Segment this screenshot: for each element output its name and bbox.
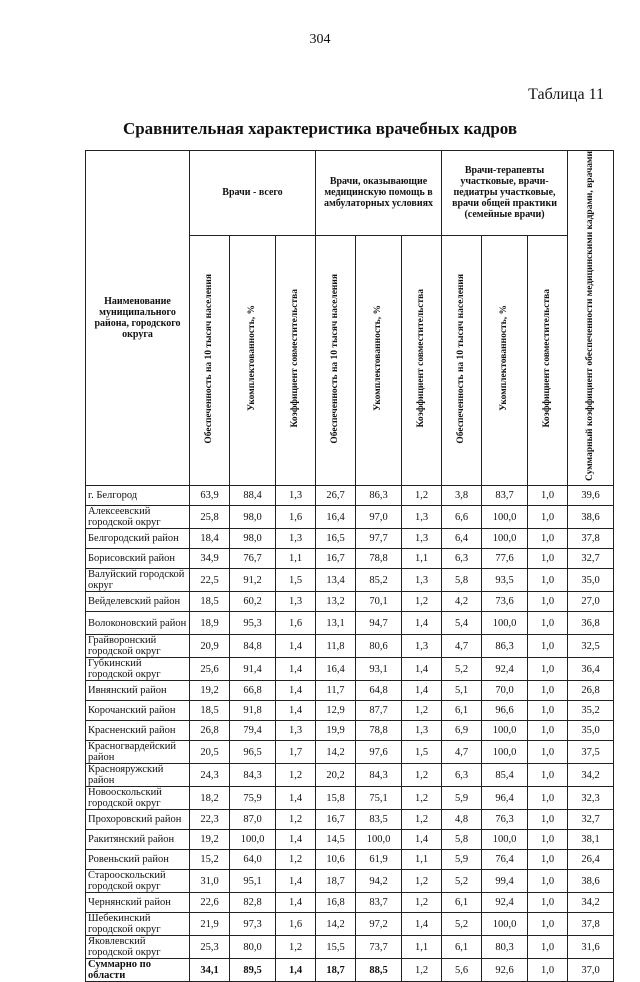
row-value: 1,3 — [276, 486, 316, 506]
row-value: 1,0 — [528, 701, 568, 721]
row-name: Ивнянский район — [86, 681, 190, 701]
row-value: 13,1 — [316, 612, 356, 635]
row-value: 1,3 — [402, 529, 442, 549]
row-value: 13,4 — [316, 569, 356, 592]
row-value: 4,7 — [442, 741, 482, 764]
row-value: 6,1 — [442, 893, 482, 913]
row-value: 1,2 — [402, 870, 442, 893]
row-name: Яковлевский городской округ — [86, 936, 190, 959]
table-row — [86, 764, 614, 787]
row-name: Вейделевский район — [86, 592, 190, 612]
table-row — [86, 612, 614, 635]
row-value: 16,5 — [316, 529, 356, 549]
row-value: 5,8 — [442, 830, 482, 850]
row-value: 61,9 — [356, 850, 402, 870]
row-value: 27,0 — [568, 592, 614, 612]
header-sub-combination: Коэффициент совместительства — [276, 235, 316, 485]
row-value: 32,7 — [568, 810, 614, 830]
row-name: Волоконовский район — [86, 612, 190, 635]
row-value: 16,7 — [316, 810, 356, 830]
row-value: 5,2 — [442, 913, 482, 936]
table-row — [86, 701, 614, 721]
row-value: 19,9 — [316, 721, 356, 741]
row-value: 1,2 — [402, 893, 442, 913]
row-value: 1,0 — [528, 529, 568, 549]
row-value: 15,5 — [316, 936, 356, 959]
row-value: 1,1 — [402, 850, 442, 870]
row-value: 18,9 — [190, 612, 230, 635]
row-value: 26,8 — [190, 721, 230, 741]
row-value: 100,0 — [482, 612, 528, 635]
row-name: Старооскольский городской округ — [86, 870, 190, 893]
page-number: 304 — [309, 32, 331, 47]
row-value: 60,2 — [230, 592, 276, 612]
header-sub-availability: Обеспеченность на 10 тысяч населения — [442, 235, 482, 485]
personnel-table — [85, 150, 614, 982]
table-row — [86, 936, 614, 959]
row-value: 16,4 — [316, 506, 356, 529]
row-value: 11,8 — [316, 635, 356, 658]
row-value: 35,2 — [568, 701, 614, 721]
row-name: Валуйский городской округ — [86, 569, 190, 592]
row-value: 1,2 — [402, 810, 442, 830]
row-value: 97,3 — [230, 913, 276, 936]
row-value: 76,7 — [230, 549, 276, 569]
row-value: 35,0 — [568, 569, 614, 592]
row-value: 95,3 — [230, 612, 276, 635]
row-value: 97,6 — [356, 741, 402, 764]
header-sub-staffing: Укомплектованность, % — [230, 235, 276, 485]
row-value: 22,5 — [190, 569, 230, 592]
row-value: 86,3 — [482, 635, 528, 658]
row-value: 6,1 — [442, 936, 482, 959]
row-value: 75,9 — [230, 787, 276, 810]
row-value: 18,7 — [316, 959, 356, 982]
row-value: 1,2 — [402, 764, 442, 787]
row-value: 96,4 — [482, 787, 528, 810]
row-value: 1,0 — [528, 486, 568, 506]
row-value: 6,4 — [442, 529, 482, 549]
header-name: Наименование муниципального района, городского округа — [86, 151, 190, 486]
row-value: 37,5 — [568, 741, 614, 764]
row-value: 91,2 — [230, 569, 276, 592]
row-value: 1,0 — [528, 569, 568, 592]
table-row — [86, 506, 614, 529]
row-value: 32,7 — [568, 549, 614, 569]
row-value: 1,4 — [402, 658, 442, 681]
row-value: 92,4 — [482, 658, 528, 681]
row-value: 100,0 — [482, 506, 528, 529]
row-name: Суммарно по области — [86, 959, 190, 982]
row-value: 5,8 — [442, 569, 482, 592]
row-name: Губкинский городской округ — [86, 658, 190, 681]
row-value: 1,1 — [402, 549, 442, 569]
row-value: 1,2 — [402, 787, 442, 810]
row-value: 4,8 — [442, 810, 482, 830]
row-value: 1,2 — [402, 486, 442, 506]
row-value: 1,3 — [402, 721, 442, 741]
page-title: Сравнительная характеристика врачебных кадров — [122, 119, 518, 138]
row-value: 96,6 — [482, 701, 528, 721]
row-value: 63,9 — [190, 486, 230, 506]
row-value: 83,7 — [482, 486, 528, 506]
row-value: 1,2 — [402, 959, 442, 982]
row-value: 19,2 — [190, 830, 230, 850]
row-value: 66,8 — [230, 681, 276, 701]
header-sum: Суммарный коэффициент обеспеченности медицинскими кадрами, врачами — [568, 151, 614, 486]
row-value: 1,1 — [402, 936, 442, 959]
table-row — [86, 549, 614, 569]
row-value: 5,6 — [442, 959, 482, 982]
row-value: 1,0 — [528, 787, 568, 810]
row-value: 75,1 — [356, 787, 402, 810]
row-value: 1,2 — [276, 764, 316, 787]
row-value: 86,3 — [356, 486, 402, 506]
header-group-district: Врачи-терапевты участковые, врачи-педиатры участковые, врачи общей практики (семейные врачи) — [442, 151, 568, 236]
row-value: 98,0 — [230, 506, 276, 529]
row-value: 1,0 — [528, 592, 568, 612]
row-value: 92,4 — [482, 893, 528, 913]
row-value: 1,3 — [402, 506, 442, 529]
header-sub-staffing: Укомплектованность, % — [482, 235, 528, 485]
row-value: 1,0 — [528, 612, 568, 635]
row-value: 73,7 — [356, 936, 402, 959]
row-value: 5,2 — [442, 658, 482, 681]
row-value: 14,5 — [316, 830, 356, 850]
row-value: 22,3 — [190, 810, 230, 830]
row-value: 1,3 — [276, 529, 316, 549]
row-value: 15,8 — [316, 787, 356, 810]
row-value: 6,3 — [442, 764, 482, 787]
row-value: 24,3 — [190, 764, 230, 787]
row-value: 18,5 — [190, 701, 230, 721]
row-value: 6,3 — [442, 549, 482, 569]
row-value: 39,6 — [568, 486, 614, 506]
row-value: 1,0 — [528, 549, 568, 569]
table-row — [86, 569, 614, 592]
row-value: 1,3 — [402, 635, 442, 658]
row-value: 16,8 — [316, 893, 356, 913]
row-value: 1,6 — [276, 506, 316, 529]
row-value: 70,1 — [356, 592, 402, 612]
row-value: 93,5 — [482, 569, 528, 592]
row-value: 87,0 — [230, 810, 276, 830]
table-row — [86, 529, 614, 549]
row-value: 31,6 — [568, 936, 614, 959]
row-value: 11,7 — [316, 681, 356, 701]
row-value: 25,6 — [190, 658, 230, 681]
row-value: 25,8 — [190, 506, 230, 529]
table-row — [86, 893, 614, 913]
row-name: г. Белгород — [86, 486, 190, 506]
table-row — [86, 681, 614, 701]
row-value: 18,7 — [316, 870, 356, 893]
row-value: 100,0 — [356, 830, 402, 850]
table-row — [86, 810, 614, 830]
row-name: Новооскольский городской округ — [86, 787, 190, 810]
row-name: Алексеевский городской округ — [86, 506, 190, 529]
row-value: 100,0 — [482, 741, 528, 764]
row-value: 91,8 — [230, 701, 276, 721]
row-value: 26,8 — [568, 681, 614, 701]
row-value: 1,1 — [276, 549, 316, 569]
row-value: 14,2 — [316, 913, 356, 936]
row-value: 1,4 — [402, 913, 442, 936]
header-sub-availability: Обеспеченность на 10 тысяч населения — [190, 235, 230, 485]
row-value: 88,5 — [356, 959, 402, 982]
table-row — [86, 913, 614, 936]
row-value: 82,8 — [230, 893, 276, 913]
row-value: 1,5 — [276, 569, 316, 592]
row-value: 73,6 — [482, 592, 528, 612]
row-value: 1,0 — [528, 635, 568, 658]
row-value: 99,4 — [482, 870, 528, 893]
row-value: 85,2 — [356, 569, 402, 592]
row-value: 16,7 — [316, 549, 356, 569]
row-value: 18,4 — [190, 529, 230, 549]
row-value: 38,6 — [568, 870, 614, 893]
row-value: 1,4 — [276, 893, 316, 913]
row-value: 1,0 — [528, 959, 568, 982]
row-value: 91,4 — [230, 658, 276, 681]
row-value: 20,9 — [190, 635, 230, 658]
row-value: 97,2 — [356, 913, 402, 936]
row-value: 1,0 — [528, 936, 568, 959]
row-value: 94,7 — [356, 612, 402, 635]
row-value: 1,4 — [276, 658, 316, 681]
row-value: 1,4 — [276, 870, 316, 893]
row-value: 5,2 — [442, 870, 482, 893]
table-body — [86, 486, 614, 982]
row-value: 1,4 — [276, 635, 316, 658]
row-name: Красненский район — [86, 721, 190, 741]
row-value: 1,0 — [528, 850, 568, 870]
table-row — [86, 850, 614, 870]
header-sub-availability: Обеспеченность на 10 тысяч населения — [316, 235, 356, 485]
row-value: 95,1 — [230, 870, 276, 893]
row-value: 85,4 — [482, 764, 528, 787]
row-value: 1,0 — [528, 810, 568, 830]
row-value: 84,8 — [230, 635, 276, 658]
header-sub-staffing: Укомплектованность, % — [356, 235, 402, 485]
table-row — [86, 870, 614, 893]
row-value: 20,2 — [316, 764, 356, 787]
row-value: 1,2 — [276, 850, 316, 870]
row-value: 38,1 — [568, 830, 614, 850]
row-value: 35,0 — [568, 721, 614, 741]
row-value: 36,8 — [568, 612, 614, 635]
row-value: 94,2 — [356, 870, 402, 893]
row-value: 100,0 — [482, 913, 528, 936]
row-value: 83,7 — [356, 893, 402, 913]
row-name: Красногвардейский район — [86, 741, 190, 764]
row-value: 21,9 — [190, 913, 230, 936]
row-name: Грайворонский городской округ — [86, 635, 190, 658]
row-value: 34,2 — [568, 893, 614, 913]
row-value: 1,7 — [276, 741, 316, 764]
row-value: 1,6 — [276, 913, 316, 936]
row-value: 4,2 — [442, 592, 482, 612]
row-value: 16,4 — [316, 658, 356, 681]
row-value: 100,0 — [230, 830, 276, 850]
row-name: Борисовский район — [86, 549, 190, 569]
row-name: Краснояружский район — [86, 764, 190, 787]
header-group-outpatient: Врачи, оказывающие медицинскую помощь в амбулаторных условиях — [316, 151, 442, 236]
row-value: 38,6 — [568, 506, 614, 529]
row-value: 20,5 — [190, 741, 230, 764]
row-value: 100,0 — [482, 721, 528, 741]
table-row — [86, 959, 614, 982]
row-name: Ракитянский район — [86, 830, 190, 850]
row-value: 100,0 — [482, 529, 528, 549]
row-value: 1,5 — [402, 741, 442, 764]
header-group-all: Врачи - всего — [190, 151, 316, 236]
row-value: 18,2 — [190, 787, 230, 810]
row-value: 10,6 — [316, 850, 356, 870]
row-value: 1,4 — [402, 612, 442, 635]
row-value: 79,4 — [230, 721, 276, 741]
row-value: 98,0 — [230, 529, 276, 549]
row-value: 31,0 — [190, 870, 230, 893]
row-value: 1,3 — [276, 592, 316, 612]
header-sub-combination: Коэффициент совместительства — [528, 235, 568, 485]
row-value: 5,1 — [442, 681, 482, 701]
row-value: 1,2 — [276, 936, 316, 959]
row-value: 1,0 — [528, 741, 568, 764]
row-value: 4,7 — [442, 635, 482, 658]
row-value: 37,0 — [568, 959, 614, 982]
row-value: 14,2 — [316, 741, 356, 764]
row-name: Шебекинский городской округ — [86, 913, 190, 936]
row-value: 34,9 — [190, 549, 230, 569]
row-value: 1,0 — [528, 913, 568, 936]
table-row — [86, 830, 614, 850]
row-value: 25,3 — [190, 936, 230, 959]
header-sub-combination: Коэффициент совместительства — [402, 235, 442, 485]
row-value: 1,0 — [528, 893, 568, 913]
row-value: 15,2 — [190, 850, 230, 870]
row-value: 92,6 — [482, 959, 528, 982]
row-name: Корочанский район — [86, 701, 190, 721]
row-value: 18,5 — [190, 592, 230, 612]
row-name: Чернянский район — [86, 893, 190, 913]
row-value: 88,4 — [230, 486, 276, 506]
table-row — [86, 635, 614, 658]
row-value: 83,5 — [356, 810, 402, 830]
row-name: Белгородский район — [86, 529, 190, 549]
row-value: 5,9 — [442, 850, 482, 870]
row-name: Прохоровский район — [86, 810, 190, 830]
row-value: 78,8 — [356, 549, 402, 569]
row-value: 80,3 — [482, 936, 528, 959]
row-value: 93,1 — [356, 658, 402, 681]
table-row — [86, 486, 614, 506]
row-value: 1,2 — [402, 701, 442, 721]
row-value: 1,0 — [528, 764, 568, 787]
row-value: 1,6 — [276, 612, 316, 635]
row-value: 26,7 — [316, 486, 356, 506]
row-value: 34,1 — [190, 959, 230, 982]
row-value: 97,0 — [356, 506, 402, 529]
row-value: 84,3 — [230, 764, 276, 787]
row-value: 1,4 — [276, 959, 316, 982]
row-value: 5,4 — [442, 612, 482, 635]
table-row — [86, 787, 614, 810]
row-value: 1,4 — [276, 701, 316, 721]
row-value: 32,3 — [568, 787, 614, 810]
row-value: 1,0 — [528, 506, 568, 529]
row-value: 70,0 — [482, 681, 528, 701]
row-value: 84,3 — [356, 764, 402, 787]
table-row — [86, 721, 614, 741]
row-value: 6,6 — [442, 506, 482, 529]
row-value: 78,8 — [356, 721, 402, 741]
row-value: 1,0 — [528, 681, 568, 701]
row-value: 100,0 — [482, 830, 528, 850]
row-value: 1,2 — [276, 810, 316, 830]
row-value: 97,7 — [356, 529, 402, 549]
row-value: 1,4 — [276, 681, 316, 701]
row-value: 1,0 — [528, 721, 568, 741]
row-value: 87,7 — [356, 701, 402, 721]
table-row — [86, 592, 614, 612]
table-row — [86, 741, 614, 764]
row-value: 1,0 — [528, 870, 568, 893]
row-value: 80,0 — [230, 936, 276, 959]
row-value: 32,5 — [568, 635, 614, 658]
row-value: 89,5 — [230, 959, 276, 982]
row-value: 77,6 — [482, 549, 528, 569]
row-value: 3,8 — [442, 486, 482, 506]
row-value: 6,1 — [442, 701, 482, 721]
row-value: 1,3 — [402, 569, 442, 592]
row-value: 1,4 — [402, 830, 442, 850]
row-value: 1,0 — [528, 830, 568, 850]
row-value: 36,4 — [568, 658, 614, 681]
row-value: 1,4 — [276, 787, 316, 810]
row-value: 5,9 — [442, 787, 482, 810]
row-value: 96,5 — [230, 741, 276, 764]
row-value: 22,6 — [190, 893, 230, 913]
row-value: 80,6 — [356, 635, 402, 658]
row-value: 37,8 — [568, 529, 614, 549]
row-value: 76,4 — [482, 850, 528, 870]
row-value: 64,8 — [356, 681, 402, 701]
row-value: 1,4 — [402, 681, 442, 701]
row-value: 26,4 — [568, 850, 614, 870]
row-value: 37,8 — [568, 913, 614, 936]
row-value: 76,3 — [482, 810, 528, 830]
row-value: 1,4 — [276, 830, 316, 850]
row-value: 19,2 — [190, 681, 230, 701]
row-value: 6,9 — [442, 721, 482, 741]
row-value: 13,2 — [316, 592, 356, 612]
row-value: 1,3 — [276, 721, 316, 741]
row-value: 1,0 — [528, 658, 568, 681]
row-value: 12,9 — [316, 701, 356, 721]
row-value: 34,2 — [568, 764, 614, 787]
row-value: 64,0 — [230, 850, 276, 870]
table-label: Таблица 11 — [528, 86, 604, 103]
table-row — [86, 658, 614, 681]
row-value: 1,2 — [402, 592, 442, 612]
row-name: Ровеньский район — [86, 850, 190, 870]
